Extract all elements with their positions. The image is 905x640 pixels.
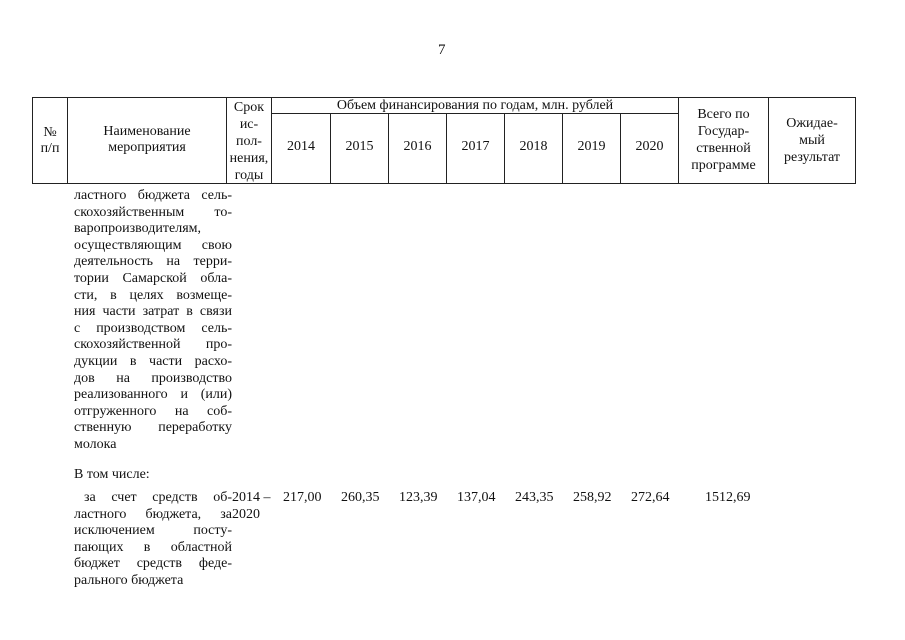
header-funding-label: Объем финансирования по годам, млн. рублей bbox=[336, 98, 614, 113]
year-label: 2014 bbox=[287, 139, 315, 154]
description-line: молока bbox=[74, 436, 117, 452]
description-line: ластного бюджета, за bbox=[74, 506, 232, 522]
funding-value-2017: 137,04 bbox=[457, 490, 496, 505]
description-line: тории Самарской обла- bbox=[74, 270, 232, 286]
description-line: с производством сель- bbox=[74, 320, 232, 336]
funding-value-2020: 272,64 bbox=[631, 490, 670, 505]
description-line: дукции в части расхо- bbox=[74, 353, 232, 369]
description-line: ственную переработку bbox=[74, 420, 232, 436]
funding-value-2019: 258,92 bbox=[573, 490, 612, 505]
year-label: 2015 bbox=[345, 139, 374, 154]
header-no-label: № п/п bbox=[40, 125, 60, 156]
year-label: 2016 bbox=[403, 139, 432, 154]
year-label: 2020 bbox=[635, 139, 664, 154]
description-line: скохозяйственным то- bbox=[74, 204, 232, 220]
description-line: рального бюджета bbox=[74, 572, 184, 588]
page-number: 7 bbox=[438, 42, 446, 58]
header-name-label: Наименование мероприятия bbox=[103, 124, 191, 155]
description-line: осуществляющим свою bbox=[74, 237, 232, 253]
year-label: 2017 bbox=[461, 139, 490, 154]
description-line: реализованного и (или) bbox=[74, 387, 232, 403]
sub-measure-description bbox=[74, 490, 232, 590]
description-line: деятельность на терри- bbox=[74, 254, 232, 270]
description-line: бюджет средств феде- bbox=[74, 556, 232, 572]
including-label: В том числе: bbox=[74, 467, 150, 482]
funding-value-2018: 243,35 bbox=[515, 490, 554, 505]
year-label: 2018 bbox=[519, 139, 548, 154]
description-line: пающих в областной bbox=[74, 539, 232, 555]
description-line: варопроизводителям, bbox=[74, 221, 201, 237]
description-line: исключением посту- bbox=[74, 523, 232, 539]
description-line: ния части затрат в связи bbox=[74, 304, 232, 320]
funding-value-2015: 260,35 bbox=[341, 490, 380, 505]
description-line: скохозяйственной про- bbox=[74, 337, 232, 353]
funding-value-2014: 217,00 bbox=[283, 490, 322, 505]
description-line: дов на производство bbox=[74, 370, 232, 386]
year-label: 2019 bbox=[577, 139, 606, 154]
funding-total: 1512,69 bbox=[705, 490, 751, 505]
description-line: за счет средств об- bbox=[84, 490, 232, 505]
description-line: отгруженного на соб- bbox=[74, 403, 232, 419]
description-line: сти, в целях возмеще- bbox=[74, 287, 232, 303]
funding-value-2016: 123,39 bbox=[399, 490, 438, 505]
execution-term-end: 2020 bbox=[232, 507, 260, 522]
description-line: ластного бюджета сель- bbox=[74, 188, 232, 203]
execution-term-start: 2014 – bbox=[232, 490, 271, 505]
measure-description bbox=[74, 188, 232, 454]
